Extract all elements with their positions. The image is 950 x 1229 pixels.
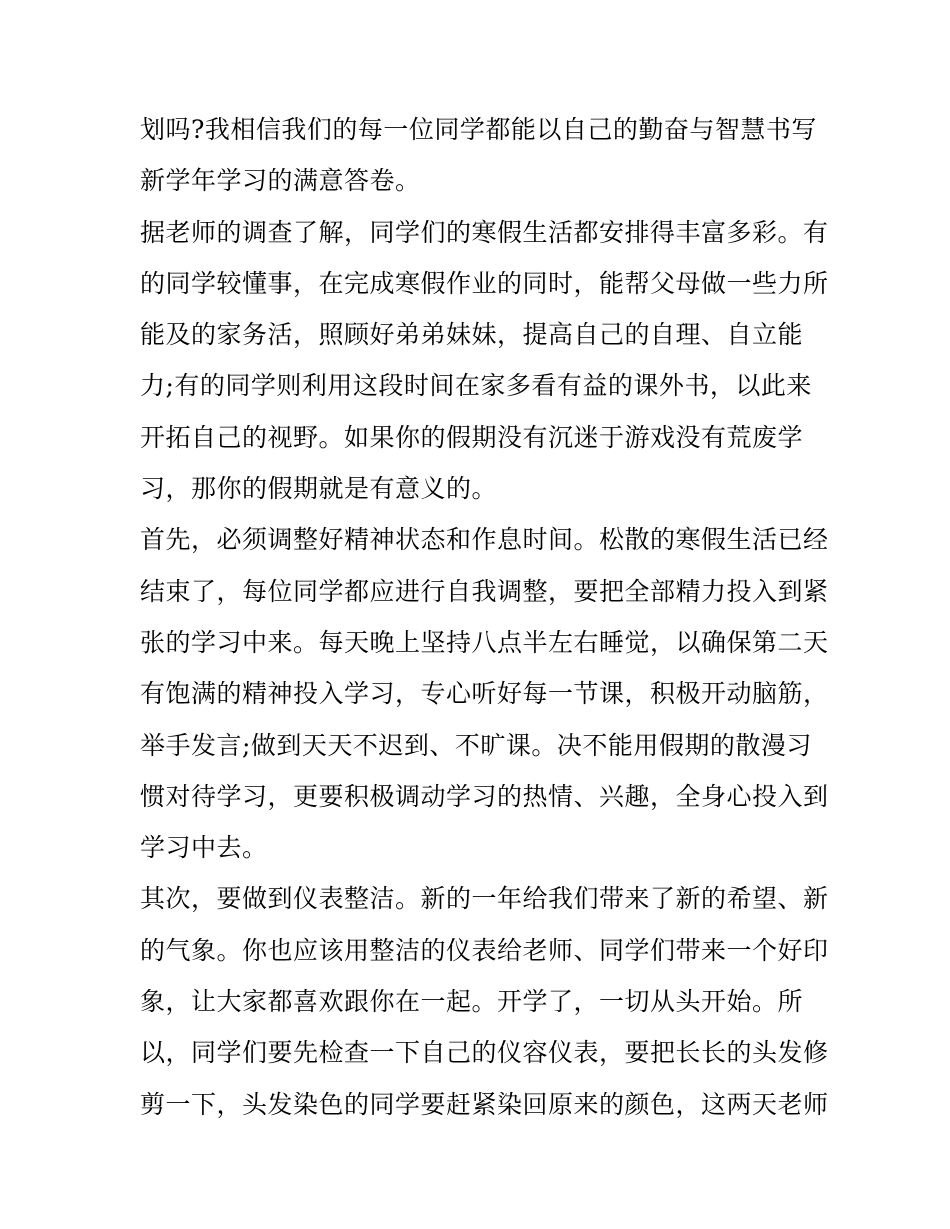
text-line: 的同学较懂事，在完成寒假作业的同时，能帮父母做一些力所 <box>140 268 829 298</box>
text-line: 的气象。你也应该用整洁的仪表给老师、同学们带来一个好印 <box>140 935 829 965</box>
text-line: 张的学习中来。每天晚上坚持八点半左右睡觉，以确保第二天 <box>140 627 829 657</box>
text-line: 举手发言;做到天天不迟到、不旷课。决不能用假期的散漫习 <box>140 730 812 760</box>
document-body <box>140 104 829 1130</box>
text-line: 习，那你的假期就是有意义的。 <box>140 474 498 504</box>
text-line: 剪一下，头发染色的同学要赶紧染回原来的颜色，这两天老师 <box>140 1089 829 1119</box>
text-line: 惯对待学习，更要积极调动学习的热情、兴趣，全身心投入到 <box>140 781 829 811</box>
text-line: 据老师的调查了解，同学们的寒假生活都安排得丰富多彩。有 <box>140 217 829 247</box>
text-line: 其次，要做到仪表整洁。新的一年给我们带来了新的希望、新 <box>140 884 829 914</box>
text-line: 结束了，每位同学都应进行自我调整，要把全部精力投入到紧 <box>140 576 829 606</box>
text-line: 首先，必须调整好精神状态和作息时间。松散的寒假生活已经 <box>140 525 829 555</box>
text-line: 象，让大家都喜欢跟你在一起。开学了，一切从头开始。所 <box>140 987 804 1017</box>
text-line: 有饱满的精神投入学习，专心听好每一节课，积极开动脑筋， <box>140 679 829 709</box>
text-line: 学习中去。 <box>140 833 268 863</box>
text-line: 新学年学习的满意答卷。 <box>140 166 421 196</box>
text-line: 开拓自己的视野。如果你的假期没有沉迷于游戏没有荒废学 <box>140 422 804 452</box>
text-line: 划吗?我相信我们的每一位同学都能以自己的勤奋与智慧书写 <box>140 115 817 144</box>
text-line: 力;有的同学则利用这段时间在家多看有益的课外书，以此来 <box>140 371 812 401</box>
text-line: 能及的家务活，照顾好弟弟妹妹，提高自己的自理、自立能 <box>140 320 804 350</box>
text-line: 以，同学们要先检查一下自己的仪容仪表，要把长长的头发修 <box>140 1038 829 1068</box>
